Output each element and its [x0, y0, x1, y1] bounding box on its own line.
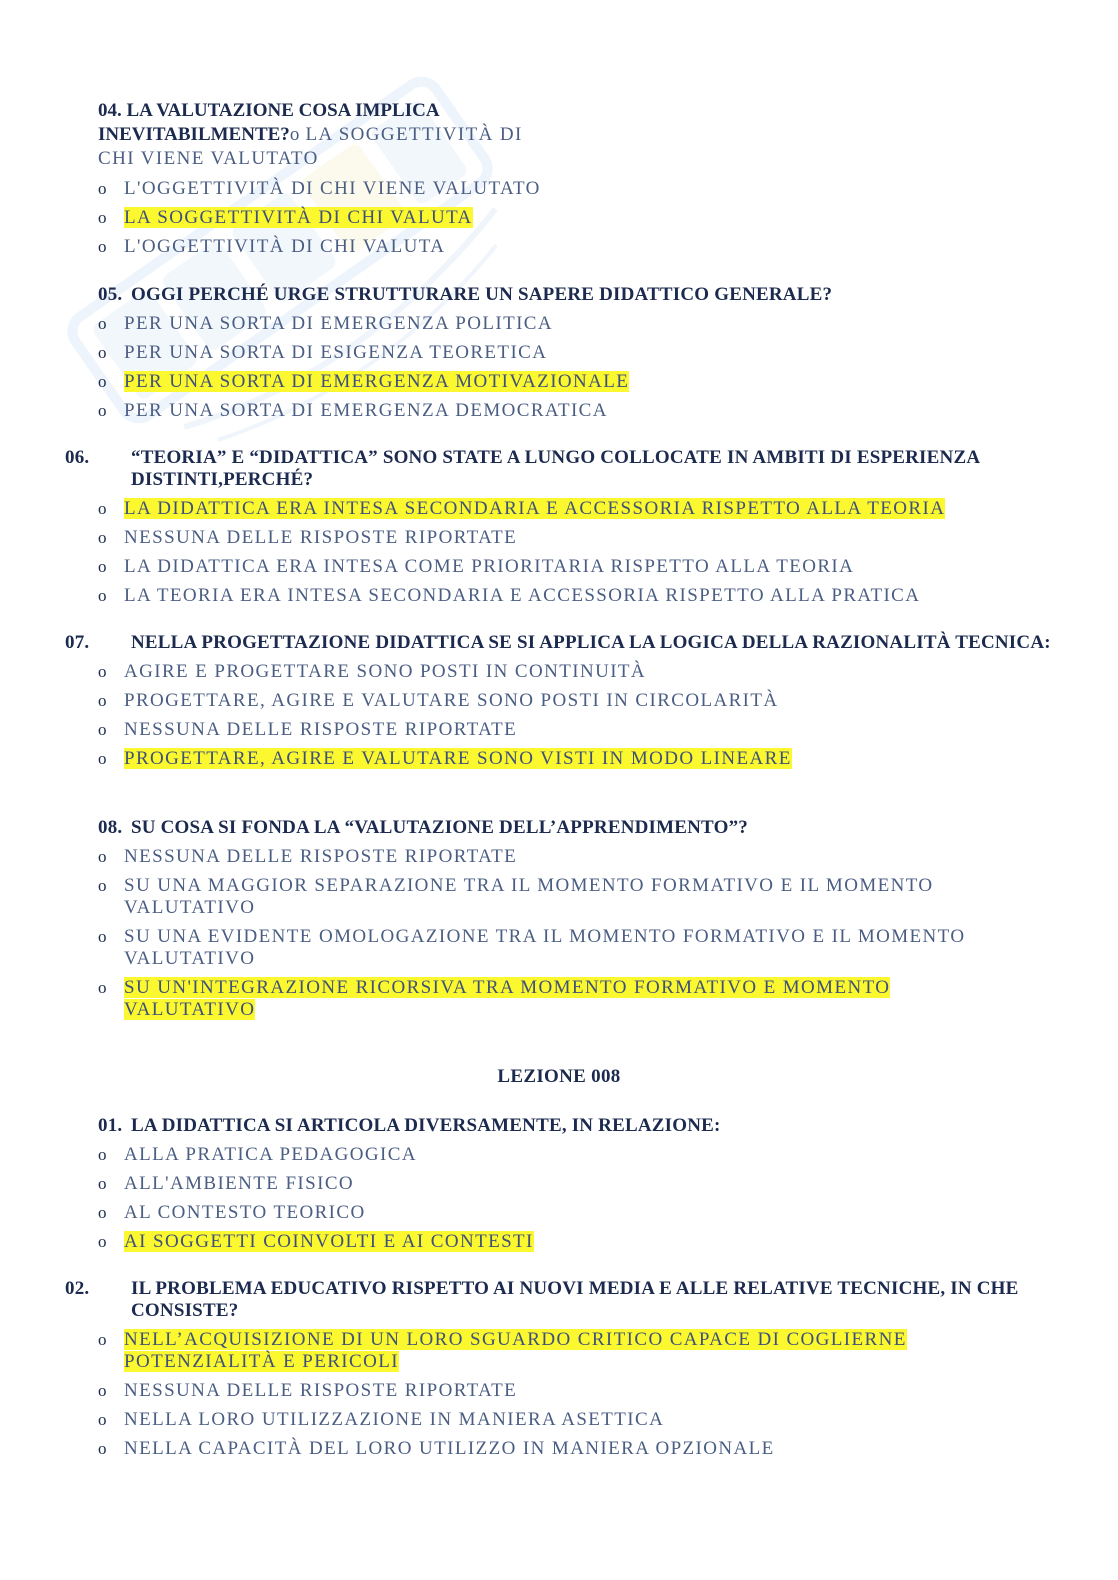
- answer-text: LA TEORIA ERA INTESA SECONDARIA E ACCESSORIA RISPETTO ALLA PRATICA: [124, 585, 921, 606]
- question-title: “TEORIA” E “DIDATTICA” SONO STATE A LUNGO COLLOCATE IN AMBITI DI ESPERIENZA DISTINTI,PERCHÉ?: [131, 447, 980, 490]
- bullet-icon: o: [98, 1232, 107, 1251]
- answer-option[interactable]: [98, 926, 1024, 970]
- answer-text: NELLA CAPACITÀ DEL LORO UTILIZZO IN MANIERA OPZIONALE: [124, 1438, 775, 1459]
- answer-text: NESSUNA DELLE RISPOSTE RIPORTATE: [124, 1380, 518, 1401]
- bullet-icon: o: [98, 1203, 107, 1222]
- answer-text: L'OGGETTIVITÀ DI CHI VALUTA: [124, 236, 446, 257]
- bullet-icon: o: [98, 1174, 107, 1193]
- answer-text: NESSUNA DELLE RISPOSTE RIPORTATE: [124, 846, 518, 867]
- lesson-question-02: [65, 1278, 1051, 1460]
- answer-option-correct[interactable]: [98, 498, 1024, 520]
- overflow-option-text-cont: CHI VIENE VALUTATO: [98, 148, 319, 169]
- bullet-icon: o: [98, 1145, 107, 1164]
- answer-list: [98, 498, 1051, 607]
- answer-list: [98, 178, 1024, 258]
- bullet-icon: o: [98, 586, 107, 605]
- answer-list: [98, 1144, 1024, 1253]
- answer-list: [98, 661, 1051, 770]
- bullet-icon: o: [98, 1410, 107, 1429]
- answer-text: PER UNA SORTA DI EMERGENZA DEMOCRATICA: [124, 400, 608, 421]
- answer-option[interactable]: [98, 1202, 1024, 1224]
- answer-option[interactable]: [98, 313, 1024, 335]
- bullet-icon: o: [98, 1330, 107, 1349]
- bullet-icon: o: [98, 978, 107, 997]
- bullet-icon: o: [98, 401, 107, 420]
- answer-option[interactable]: [98, 1380, 1024, 1402]
- answer-text: PER UNA SORTA DI EMERGENZA POLITICA: [124, 313, 553, 334]
- answer-text-highlighted: PROGETTARE, AGIRE E VALUTARE SONO VISTI IN MODO LINEARE: [124, 748, 792, 769]
- answer-option[interactable]: [98, 527, 1024, 549]
- bullet-icon: o: [98, 237, 107, 256]
- answer-text: ALLA PRATICA PEDAGOGICA: [124, 1144, 417, 1165]
- overflow-option-text: LA SOGGETTIVITÀ DI: [305, 124, 523, 145]
- question-number: 06.: [65, 447, 90, 468]
- answer-option[interactable]: [98, 1173, 1024, 1195]
- question-08: [98, 817, 1024, 1021]
- answer-text-highlighted: NELL’ACQUISIZIONE DI UN LORO SGUARDO CRITICO CAPACE DI COGLIERNE POTENZIALITÀ E PERICOLI: [124, 1329, 907, 1372]
- question-04: [98, 99, 1024, 258]
- question-title-line2: INEVITABILMENTE?: [98, 124, 290, 145]
- answer-option-correct[interactable]: [98, 748, 1024, 770]
- overflow-bullet: o: [289, 124, 301, 145]
- question-number: 08.: [98, 817, 123, 838]
- question-number: 04.: [98, 100, 122, 121]
- answer-list: [98, 846, 1024, 1021]
- answer-text: NESSUNA DELLE RISPOSTE RIPORTATE: [124, 719, 518, 740]
- bullet-icon: o: [98, 499, 107, 518]
- answer-option-correct[interactable]: [98, 977, 1024, 1021]
- answer-text: AL CONTESTO TEORICO: [124, 1202, 366, 1223]
- bullet-icon: o: [98, 372, 107, 391]
- question-06: [65, 447, 1051, 607]
- question-number: 02.: [65, 1278, 90, 1299]
- question-title: OGGI PERCHÉ URGE STRUTTURARE UN SAPERE DIDATTICO GENERALE?: [131, 284, 833, 305]
- question-number: 05.: [98, 284, 123, 305]
- question-title: NELLA PROGETTAZIONE DIDATTICA SE SI APPLICA LA LOGICA DELLA RAZIONALITÀ TECNICA:: [131, 632, 1051, 653]
- bullet-icon: o: [98, 691, 107, 710]
- answer-option[interactable]: [98, 1144, 1024, 1166]
- question-05-title: [98, 284, 1024, 306]
- bullet-icon: o: [98, 1381, 107, 1400]
- lesson-heading: LEZIONE 008: [497, 1066, 621, 1087]
- bullet-icon: o: [98, 1439, 107, 1458]
- answer-text-highlighted: AI SOGGETTI COINVOLTI E AI CONTESTI: [124, 1231, 534, 1252]
- question-title: IL PROBLEMA EDUCATIVO RISPETTO AI NUOVI MEDIA E ALLE RELATIVE TECNICHE, IN CHE CONSISTE?: [131, 1278, 1019, 1321]
- bullet-icon: o: [98, 314, 107, 333]
- answer-text: PROGETTARE, AGIRE E VALUTARE SONO POSTI IN CIRCOLARITÀ: [124, 690, 779, 711]
- answer-text: SU UNA MAGGIOR SEPARAZIONE TRA IL MOMENTO FORMATIVO E IL MOMENTO VALUTATIVO: [124, 875, 934, 918]
- answer-option[interactable]: [98, 875, 1024, 919]
- lesson-question-02-title: [65, 1278, 1051, 1322]
- answer-option[interactable]: [98, 846, 1024, 868]
- answer-option[interactable]: [98, 1438, 1024, 1460]
- answer-text: PER UNA SORTA DI ESIGENZA TEORETICA: [124, 342, 548, 363]
- bullet-icon: o: [98, 208, 107, 227]
- answer-text-highlighted: SU UN'INTEGRAZIONE RICORSIVA TRA MOMENTO FORMATIVO E MOMENTO VALUTATIVO: [124, 977, 891, 1020]
- answer-text: SU UNA EVIDENTE OMOLOGAZIONE TRA IL MOMENTO FORMATIVO E IL MOMENTO VALUTATIVO: [124, 926, 966, 969]
- question-08-title: [98, 817, 1024, 839]
- bullet-icon: o: [98, 557, 107, 576]
- bullet-icon: o: [98, 179, 107, 198]
- answer-option[interactable]: [98, 400, 1024, 422]
- question-07: [65, 632, 1051, 770]
- bullet-icon: o: [98, 720, 107, 739]
- bullet-icon: o: [98, 662, 107, 681]
- answer-option-correct[interactable]: [98, 207, 1024, 229]
- answer-option[interactable]: [98, 1409, 1024, 1431]
- question-06-title: [65, 447, 1051, 491]
- answer-option[interactable]: [98, 690, 1024, 712]
- question-title: LA DIDATTICA SI ARTICOLA DIVERSAMENTE, IN RELAZIONE:: [131, 1115, 721, 1136]
- question-title-line1: LA VALUTAZIONE COSA IMPLICA: [126, 100, 440, 121]
- answer-option[interactable]: [98, 585, 1024, 607]
- bullet-icon: o: [98, 847, 107, 866]
- question-number: 01.: [98, 1115, 123, 1136]
- bullet-icon: o: [98, 749, 107, 768]
- bullet-icon: o: [98, 876, 107, 895]
- answer-text-highlighted: PER UNA SORTA DI EMERGENZA MOTIVAZIONALE: [124, 371, 630, 392]
- answer-option[interactable]: [98, 236, 1024, 258]
- bullet-icon: o: [98, 528, 107, 547]
- answer-option[interactable]: [98, 556, 1024, 578]
- lesson-question-01: [98, 1115, 1024, 1253]
- question-04-title: [98, 99, 1024, 123]
- answer-text-highlighted: LA SOGGETTIVITÀ DI CHI VALUTA: [124, 207, 473, 228]
- question-title: SU COSA SI FONDA LA “VALUTAZIONE DELL’APPRENDIMENTO”?: [131, 817, 748, 838]
- answer-text: AGIRE E PROGETTARE SONO POSTI IN CONTINUITÀ: [124, 661, 647, 682]
- answer-list: [98, 1329, 1051, 1460]
- question-04-title-line2: [98, 123, 1024, 147]
- question-07-title: [65, 632, 1051, 654]
- answer-option[interactable]: [98, 178, 1024, 200]
- question-number: 07.: [65, 632, 90, 653]
- answer-text: L'OGGETTIVITÀ DI CHI VIENE VALUTATO: [124, 178, 541, 199]
- answer-option[interactable]: [98, 342, 1024, 364]
- answer-text: NESSUNA DELLE RISPOSTE RIPORTATE: [124, 527, 518, 548]
- bullet-icon: o: [98, 343, 107, 362]
- answer-option[interactable]: [98, 719, 1024, 741]
- answer-option[interactable]: [98, 661, 1024, 683]
- answer-text: NELLA LORO UTILIZZAZIONE IN MANIERA ASETTICA: [124, 1409, 665, 1430]
- answer-text-highlighted: LA DIDATTICA ERA INTESA SECONDARIA E ACCESSORIA RISPETTO ALLA TEORIA: [124, 498, 946, 519]
- bullet-icon: o: [98, 927, 107, 946]
- answer-list: [98, 313, 1024, 422]
- answer-text: LA DIDATTICA ERA INTESA COME PRIORITARIA RISPETTO ALLA TEORIA: [124, 556, 855, 577]
- answer-option-correct[interactable]: [98, 1329, 1024, 1373]
- question-05: [98, 284, 1024, 422]
- answer-option-correct[interactable]: [98, 1231, 1024, 1253]
- answer-option-correct[interactable]: [98, 371, 1024, 393]
- lesson-question-01-title: [98, 1115, 1024, 1137]
- answer-text: ALL'AMBIENTE FISICO: [124, 1173, 355, 1194]
